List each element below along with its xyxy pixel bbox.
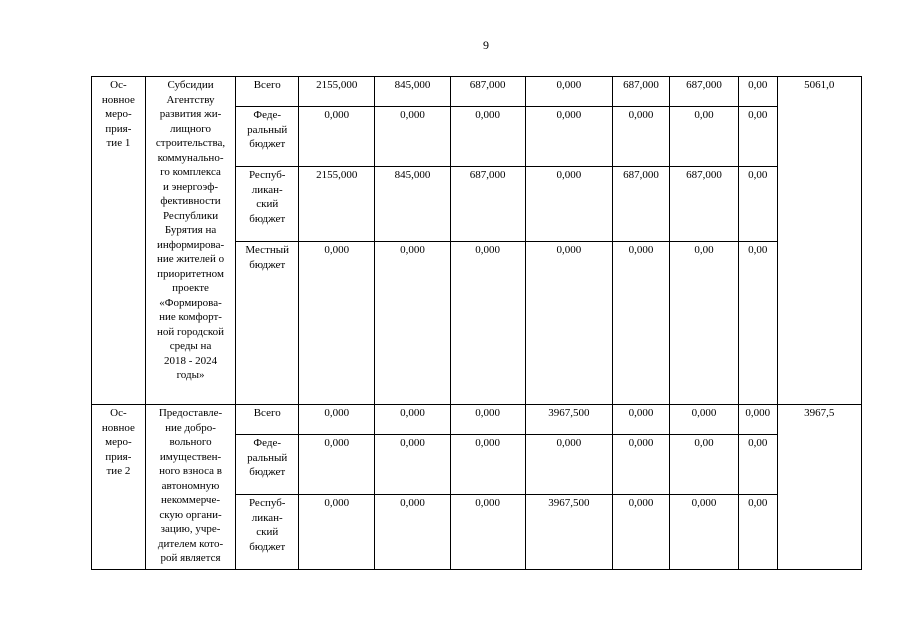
- description-cell-line: годы»: [176, 369, 205, 381]
- description-cell-line: ние жителей о: [156, 253, 225, 265]
- funding-source-cell-line: Всего: [253, 79, 281, 91]
- funding-source-cell: [236, 435, 299, 495]
- funding-source-cell-line: бюджет: [249, 212, 286, 225]
- description-cell-line: и энергоэф-: [163, 180, 218, 193]
- funding-source-cell-line: бюджет: [249, 540, 286, 553]
- funding-source-cell-line: бюджет: [249, 466, 286, 478]
- value-cell: 0,00: [669, 242, 738, 405]
- description-cell-line: лищного: [170, 122, 212, 135]
- description-cell-line: го комплекса: [160, 166, 221, 178]
- description-cell-line: Бурятия на: [164, 224, 217, 236]
- value-cell: 0,000: [375, 242, 450, 405]
- value-cell: 0,000: [450, 107, 525, 167]
- table-row: [92, 405, 862, 435]
- description-cell-line: проекте: [172, 282, 209, 294]
- value-cell: 845,000: [375, 167, 450, 242]
- funding-source-cell: [236, 167, 299, 242]
- description-cell: [145, 77, 235, 405]
- value-cell: 0,00: [738, 495, 777, 570]
- value-cell: 0,000: [525, 167, 612, 242]
- value-cell: 0,00: [738, 242, 777, 405]
- page-number: 9: [483, 38, 489, 52]
- value-cell: 0,000: [525, 107, 612, 167]
- description-cell-line: имуществен-: [159, 450, 222, 463]
- event-cell-line: новное: [101, 93, 135, 106]
- value-cell: 0,000: [375, 435, 450, 495]
- value-cell: 687,000: [613, 77, 670, 107]
- description-cell-line: автономную: [161, 479, 220, 492]
- total-cell: 3967,5: [777, 405, 861, 570]
- value-cell: 0,000: [450, 405, 525, 435]
- description-cell-line: ной городской: [156, 325, 225, 338]
- value-cell: 845,000: [375, 77, 450, 107]
- description-cell-line: 2018 - 2024: [163, 354, 218, 367]
- event-cell-line: новное: [101, 421, 135, 434]
- value-cell: 0,000: [450, 435, 525, 495]
- value-cell: 0,000: [738, 405, 777, 435]
- value-cell: 0,000: [375, 495, 450, 570]
- event-cell-line: прия-: [105, 450, 132, 463]
- event-cell-line: меро-: [105, 436, 132, 448]
- value-cell: 0,00: [738, 435, 777, 495]
- description-cell-line: ние комфорт-: [159, 311, 222, 323]
- value-cell: 3967,500: [525, 495, 612, 570]
- value-cell: 0,000: [525, 242, 612, 405]
- table-body: [92, 77, 862, 570]
- value-cell: 2155,000: [299, 77, 375, 107]
- funding-source-cell-line: ральный: [247, 123, 288, 136]
- funding-source-cell-line: Феде-: [253, 109, 281, 121]
- value-cell: 687,000: [669, 77, 738, 107]
- value-cell: 0,000: [299, 242, 375, 405]
- value-cell: 687,000: [450, 167, 525, 242]
- description-cell-line: строительства,: [155, 137, 226, 149]
- budget-table: [91, 76, 862, 570]
- description-cell-line: Субсидии: [167, 79, 214, 91]
- value-cell: 0,000: [450, 242, 525, 405]
- funding-source-cell-line: ликан-: [251, 183, 283, 196]
- funding-source-cell-line: Респуб-: [248, 169, 286, 181]
- total-cell: 5061,0: [777, 77, 861, 405]
- event-cell-line: прия-: [105, 122, 132, 135]
- value-cell: 687,000: [669, 167, 738, 242]
- value-cell: 0,000: [613, 242, 670, 405]
- description-cell-line: Агентству: [166, 93, 215, 106]
- funding-source-cell-line: бюджет: [249, 258, 286, 271]
- value-cell: 0,00: [738, 77, 777, 107]
- value-cell: 0,000: [613, 405, 670, 435]
- value-cell: 0,000: [375, 107, 450, 167]
- value-cell: 0,000: [525, 77, 612, 107]
- value-cell: 0,000: [299, 405, 375, 435]
- funding-source-cell: [236, 107, 299, 167]
- description-cell-line: развития жи-: [159, 108, 222, 120]
- description-cell-line: ного взноса в: [159, 465, 222, 477]
- value-cell: 0,00: [738, 167, 777, 242]
- description-cell-line: коммунально-: [157, 151, 224, 164]
- description-cell: [145, 405, 235, 570]
- description-cell-line: зацию, учре-: [160, 523, 221, 535]
- description-cell-line: скую органи-: [159, 508, 222, 521]
- event-cell: [92, 405, 146, 570]
- funding-source-cell-line: ральный: [247, 451, 288, 464]
- value-cell: 0,00: [669, 435, 738, 495]
- funding-source-cell: [236, 77, 299, 107]
- value-cell: 0,000: [669, 495, 738, 570]
- funding-source-cell-line: Респуб-: [248, 497, 286, 509]
- event-cell-line: тие 2: [106, 465, 131, 477]
- value-cell: 0,000: [525, 435, 612, 495]
- description-cell-line: приоритетном: [157, 267, 224, 280]
- description-cell-line: рой является: [160, 552, 221, 564]
- description-cell-line: информирова-: [156, 238, 225, 251]
- value-cell: 687,000: [613, 167, 670, 242]
- description-cell-line: вольного: [169, 436, 212, 448]
- value-cell: 687,000: [450, 77, 525, 107]
- description-cell-line: дителем кото-: [157, 537, 224, 550]
- funding-source-cell-line: ский: [256, 526, 279, 538]
- funding-source-cell: [236, 405, 299, 435]
- description-cell-line: Республики: [162, 209, 219, 222]
- value-cell: 2155,000: [299, 167, 375, 242]
- description-cell-line: «Формирова-: [159, 296, 222, 309]
- funding-source-cell-line: Всего: [253, 407, 281, 419]
- event-cell: [92, 77, 146, 405]
- funding-source-cell-line: Феде-: [253, 437, 281, 449]
- funding-source-cell-line: бюджет: [249, 138, 286, 150]
- funding-source-cell-line: ликан-: [251, 511, 283, 524]
- value-cell: 0,000: [613, 107, 670, 167]
- funding-source-cell: [236, 495, 299, 570]
- description-cell-line: фективности: [160, 195, 221, 207]
- description-cell-line: некоммерче-: [161, 494, 220, 506]
- value-cell: 0,00: [738, 107, 777, 167]
- event-cell-line: тие 1: [106, 137, 131, 149]
- value-cell: 0,000: [375, 405, 450, 435]
- description-cell-line: среды на: [169, 340, 212, 352]
- value-cell: 0,000: [299, 435, 375, 495]
- value-cell: 0,000: [613, 435, 670, 495]
- event-cell-line: Ос-: [110, 407, 127, 419]
- description-cell-line: ние добро-: [165, 421, 216, 434]
- value-cell: 0,00: [669, 107, 738, 167]
- value-cell: 0,000: [450, 495, 525, 570]
- value-cell: 0,000: [613, 495, 670, 570]
- value-cell: 0,000: [669, 405, 738, 435]
- event-cell-line: Ос-: [110, 79, 127, 91]
- description-cell-line: Предоставле-: [158, 407, 223, 419]
- value-cell: 0,000: [299, 495, 375, 570]
- funding-source-cell-line: ский: [256, 198, 279, 210]
- funding-source-cell: [236, 242, 299, 405]
- event-cell-line: меро-: [105, 108, 132, 120]
- value-cell: 0,000: [299, 107, 375, 167]
- value-cell: 3967,500: [525, 405, 612, 435]
- funding-source-cell-line: Местный: [245, 244, 290, 256]
- table-row: [92, 77, 862, 107]
